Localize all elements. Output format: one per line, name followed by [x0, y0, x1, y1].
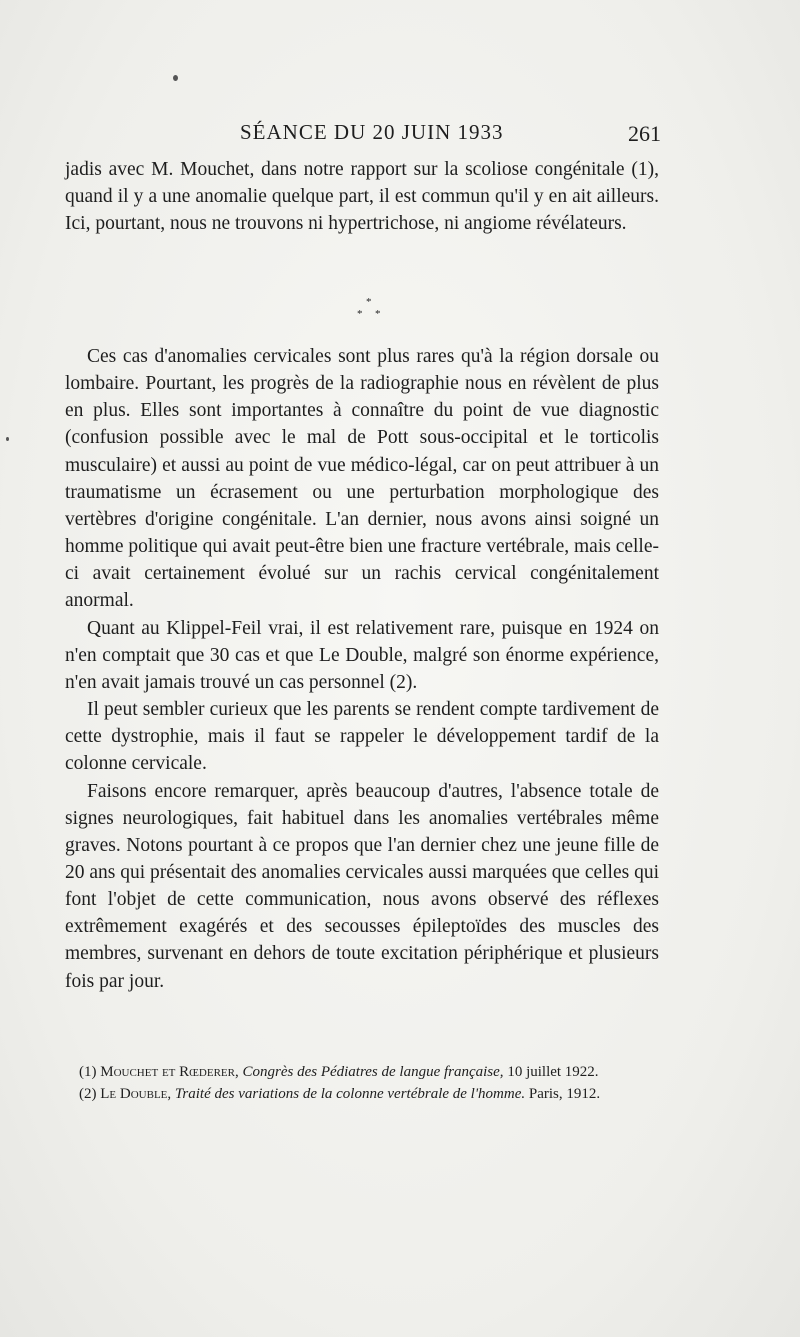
footnote-authors: Mouchet et Rœderer, [100, 1064, 239, 1080]
footnote-title: Congrès des Pédiatres de langue française, [242, 1064, 504, 1080]
ink-speck [173, 75, 178, 81]
footnotes [65, 1063, 659, 1107]
paragraph: Quant au Klippel-Feil vrai, il est relativement rare, puisque en 1924 on n'en comptait que 30 cas et que Le Double, malgré son énorme expérience, n'en avait jamais trouvé un cas personnel (2). [65, 617, 659, 693]
paragraph: Ces cas d'anomalies cervicales sont plus rares qu'à la région dorsale ou lombaire. Pourtant, les progrès de la radiographie nous en révèlent de plus en plus. Elles sont importantes à connaître du point de vue diagnostic (confusion possible avec le mal de Pott sous-occipital et le torticolis musculaire) et aussi au point de vue médico-légal, car on peut attribuer à un traumatisme un écrasement ou une perturbation morphologique des vertèbres d'origine congénitale. L'an dernier, nous avons ainsi soigné un homme politique qui avait peut-être bien une fracture vertébrale, mais celle-ci avait certainement évolué sur un rachis cervical congénitalement anormal. [65, 346, 659, 612]
page-number: 261 [628, 121, 661, 146]
asterism-star: * [375, 308, 381, 320]
page-header [60, 120, 660, 150]
footnote-title: Traité des variations de la colonne vertébrale de l'homme. [174, 1086, 526, 1102]
asterism-star: * [366, 296, 372, 308]
footnote [65, 1085, 659, 1104]
footnote [65, 1063, 659, 1082]
footnote-mark: (1) [79, 1064, 97, 1080]
asterism-star: * [357, 308, 363, 320]
paragraph: jadis avec M. Mouchet, dans notre rapport sur la scoliose congénitale (1), quand il y a une anomalie quelque part, il est commun qu'il y en ait ailleurs. Ici, pourtant, nous ne trouvons ni hypertrichose, ni angiome révélateurs. [65, 159, 659, 235]
paragraph: Il peut sembler curieux que les parents se rendent compte tardivement de cette dystrophie, mais il faut se rappeler le développement tardif de la colonne cervicale. [65, 699, 659, 775]
asterism-separator [340, 295, 400, 325]
ink-speck [6, 437, 9, 441]
main-text [65, 343, 659, 995]
footnote-mark: (2) [79, 1086, 97, 1102]
footnote-rest: 10 juillet 1922. [507, 1064, 599, 1080]
paragraph: Faisons encore remarquer, après beaucoup d'autres, l'absence totale de signes neurologiques, fait habituel dans les anomalies vertébrales même graves. Notons pourtant à ce propos que l'an dernier chez une jeune fille de 20 ans qui présentait des anomalies cervicales aussi marquées que celles qui font l'objet de cette communication, nous avons observé des réflexes extrêmement exagérés et des secousses épileptoïdes des muscles des membres, survenant en dehors de toute excitation périphérique et plusieurs fois par jour. [65, 780, 660, 992]
intro-text [65, 156, 659, 238]
footnote-rest: Paris, 1912. [528, 1086, 601, 1102]
footnote-authors: Le Double, [100, 1086, 172, 1102]
running-head: SÉANCE DU 20 JUIN 1933 [240, 120, 504, 144]
